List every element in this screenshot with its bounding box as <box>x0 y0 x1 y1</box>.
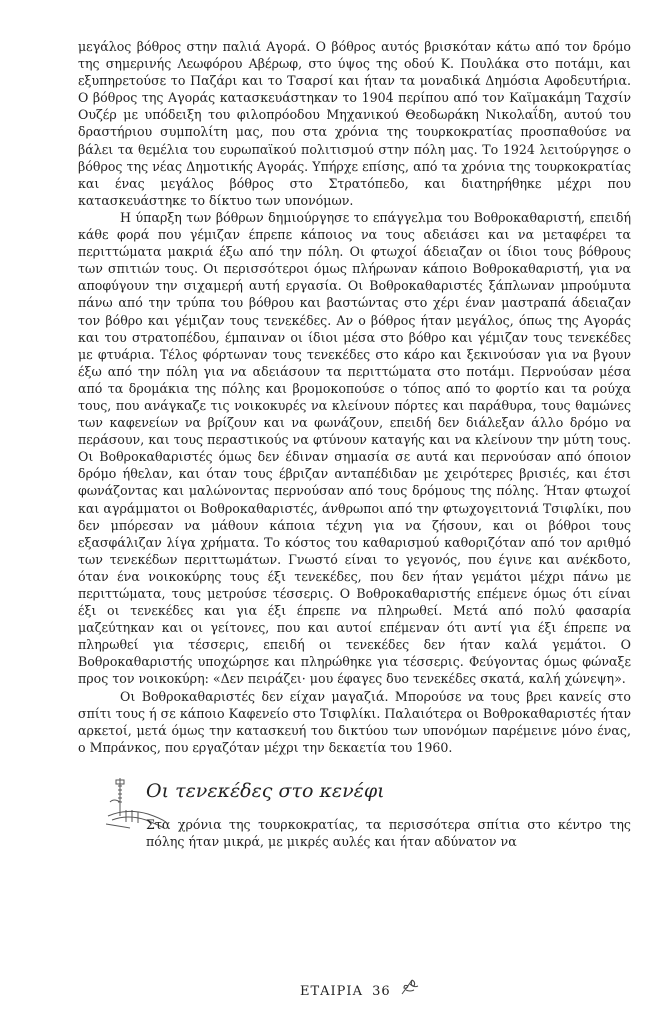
section-tins <box>78 772 631 892</box>
page-number: 36 <box>372 984 391 999</box>
section-paragraph: Στα χρόνια της τουρκοκρατίας, τα περισσότερα σπίτια στο κέντρο της πόλης ήταν μικρά, με μικρές αυλές και ήταν αδύνατον να <box>146 816 631 850</box>
paragraph-2: Η ύπαρξη των βόθρων δημιούργησε το επάγγελμα του Βοθροκαθαριστή, επειδή κάθε φορά που γέμιζαν έπρεπε κάποιος να τους αδειάσει και να μεταφέρει τα περιττώματα μακριά έξω από την πόλη. Οι φτωχοί άδειαζαν οι ίδιοι τους βόθρους των σπιτιών τους. Οι περισσότεροι όμως πλήρωναν κάποιο Βοθροκαθαριστή, για να αποφύγουν την σιχαμερή αυτή εργασία. Οι Βοθροκαθαριστές ξάπλωναν μπρούμυτα πάνω από την τρύπα του βόθρου και βαστώντας στο χέρι έναν μαστραπά άδειαζαν τον βόθρο και γέμιζαν τους τενεκέδες. Αν ο βόθρος ήταν μεγάλος, όπως της Αγοράς και του στρατοπέδου, έμπαιναν οι ίδιοι μέσα στο βόθρο και γέμιζαν τους τενεκέδες με φτυάρια. Τέλος φόρτωναν τους τενεκέδες στο κάρο και ξεκινούσαν για να βγουν έξω από την πόλη για να αδειάσουν τα περιττώματα στο ποτάμι. Περνούσαν μέσα από τα δρομάκια της πόλης και βρομοκοπούσε ο τόπος από το φορτίο και τα ρούχα τους, που ανάγκαζε τις νοικοκυρές να κλείνουν πόρτες και παράθυρα, τους θαμώνες των καφενείων να βρίζουν και να φωνάζουν, επειδή δεν διάλεξαν άλλο δρόμο να περάσουν, και τους περαστικούς να φτύνουν καταγής και να κλείνουν την μύτη τους. Οι Βοθροκαθαριστές όμως δεν έδιναν σημασία σε αυτά και περνούσαν από όποιον δρόμο ήθελαν, και όταν τους έβριζαν ανταπέδιδαν με χειρότερες βρισιές, και έτσι φωνάζοντας και μαλώνοντας περνούσαν από τους δρόμους της πόλης. Ήταν φτωχοί και αγράμματοι οι Βοθροκαθαριστές, άνθρωποι από την φτωχογειτονιά Τσιφλίκι, που δεν μπόρεσαν να μάθουν κάποια τέχνη για να ζήσουν, και οι βόθροι τους εξασφάλιζαν λίγα χρήματα. Το κόστος του καθαρισμού καθοριζόταν από τον αριθμό των τενεκέδων περιττωμάτων. Γνωστό είναι το γεγονός, που έγινε και ανέκδοτο, όταν ένα νοικοκύρης τους έξι τενεκέδες, που δεν ήταν γεμάτοι μέχρι πάνω με περιττώματα, τους μετρούσε τέσσερις. Ο Βοθροκαθαριστής επέμενε όμως ότι είναι έξι οι τενεκέδες και για έξι έπρεπε να πληρωθεί. Μετά από πολύ φασαρία μαζεύτηκαν και οι γείτονες, που και αυτοί επέμεναν ότι αντί για έξι έπρεπε να πληρωθεί για τέσσερις, επειδή οι τενεκέδες δεν ήταν καλά γεμάτοι. Ο Βοθροκαθαριστής υποχώρησε και πληρώθηκε για τέσσερις. Φεύγοντας όμως φώναξε προς τον νοικοκύρη: «Δεν πειράζει· μου έφαγες δυο τενεκέδες σκατά, καλή χώνεψη». <box>78 209 631 687</box>
paragraph-1: μεγάλος βόθρος στην παλιά Αγορά. Ο βόθρος αυτός βρισκόταν κάτω από τον δρόμο της σημερινής Λεωφόρου Αβέρωφ, στο ύψος της οδού Κ. Πουλάκα στο ποτάμι, και εξυπηρετούσε το Παζάρι και το Τσαρσί και ήταν τα μοναδικά Δημόσια Αφοδευτήρια. Ο βόθρος της Αγοράς κατασκευάστηκαν το 1904 περίπου από τον Καϊμακάμη Ταχσίν Ουζέρ με υπόδειξη του φιλοπρόοδου Μηχανικού Θεοδωράκη Νικολαΐδη, αυτού του δραστήριου συμπολίτη μας, που στα χρόνια της τουρκοκρατίας προσπαθούσε να βάλει τα θεμέλια του ευρωπαϊκού πολιτισμού στην πόλη μας. Το 1924 λειτούργησε ο βόθρος της νέας Δημοτικής Αγοράς. Υπήρχε επίσης, από τα χρόνια της τουρκοκρατίας και ένας μεγάλος βόθρος στο Στρατόπεδο, και διατηρήθηκε μέχρι που κατασκευάστηκε το δίκτυο των υπονόμων. <box>78 39 631 208</box>
floral-ornament-icon <box>398 976 424 998</box>
page-body <box>78 38 631 892</box>
page-footer <box>296 984 391 999</box>
section-title: Οι τενεκέδες στο κενέφι <box>146 779 385 802</box>
section-body <box>146 816 631 850</box>
paragraph-3: Οι Βοθροκαθαριστές δεν είχαν μαγαζιά. Μπορούσε να τους βρει κανείς στο σπίτι τους ή σε κάποιο Καφενείο στο Τσιφλίκι. Παλαιότερα οι Βοθροκαθαριστές ήταν αρκετοί, μετά όμως την κατασκευή του δικτύου των υπονόμων παρέμεινε μόνο ένας, ο Μπράνκος, που εργαζόταν μέχρι την δεκαετία του 1960. <box>78 688 631 755</box>
footer-label: ΕΤΑΙΡΙΑ <box>300 984 363 999</box>
